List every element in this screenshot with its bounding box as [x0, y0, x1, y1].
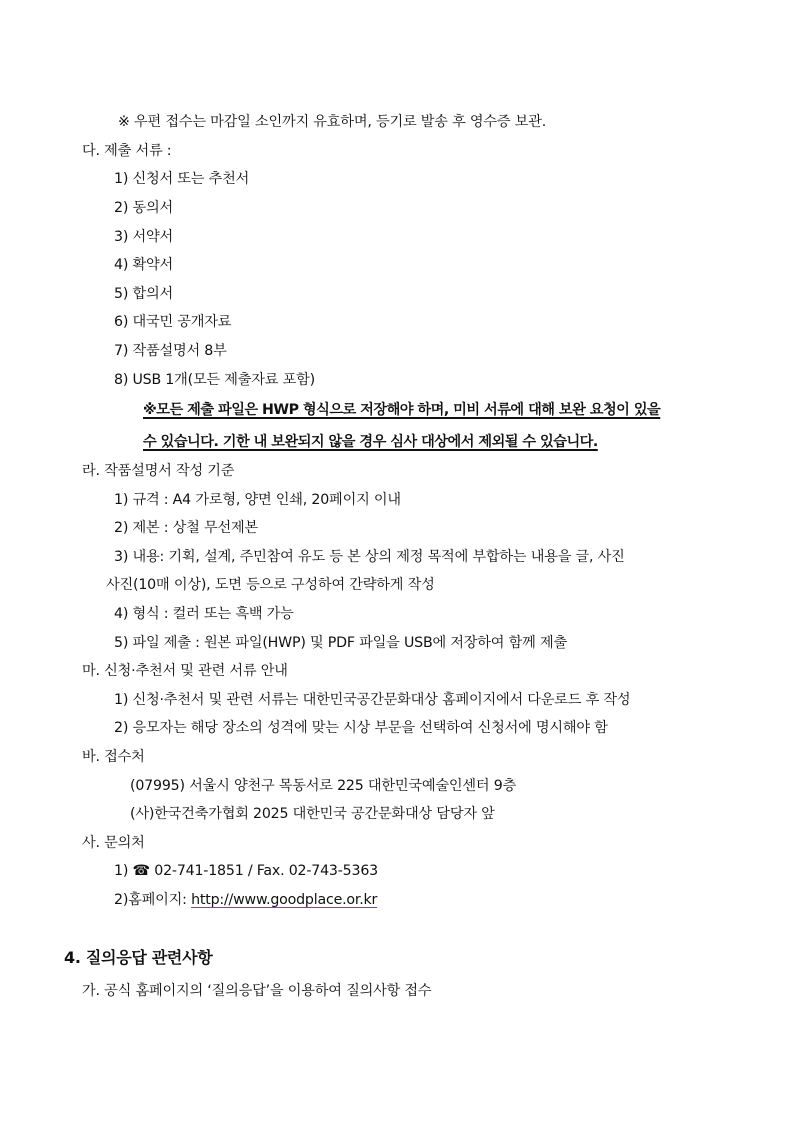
- criteria-item-2: 2) 제본 : 상철 무선제본: [114, 520, 259, 536]
- submit-item-6: 6) 대국민 공개자료: [114, 314, 232, 330]
- criteria-item-5: 5) 파일 제출 : 원본 파일(HWP) 및 PDF 파일을 USB에 저장하여 함께 제출: [114, 635, 567, 651]
- homepage-label: 2)홈페이지:: [114, 892, 192, 908]
- submit-item-1: 1) 신청서 또는 추천서: [114, 171, 250, 187]
- guide-title: 마. 신청·추천서 및 관련 서류 안내: [82, 663, 288, 679]
- office-recipient: (사)한국건축가협회 2025 대한민국 공간문화대상 담당자 앞: [130, 806, 495, 822]
- guide-item-1: 1) 신청·추천서 및 관련 서류는 대한민국공간문화대상 홈페이지에서 다운로드 후 작성: [114, 692, 631, 708]
- submit-item-4: 4) 확약서: [114, 257, 173, 273]
- submit-item-8: 8) USB 1개(모든 제출자료 포함): [114, 372, 315, 388]
- submit-item-2: 2) 동의서: [114, 200, 173, 216]
- submit-item-3: 3) 서약서: [114, 229, 173, 245]
- contact-phone: 1) ☎ 02-741-1851 / Fax. 02-743-5363: [114, 863, 378, 879]
- section-4-item-1: 가. 공식 홈페이지의 ‘질의응답’을 이용하여 질의사항 접수: [82, 983, 432, 999]
- criteria-item-3: 3) 내용: 기획, 설계, 주민참여 유도 등 본 상의 제정 목적에 부합하는 내용을 글, 사진: [114, 549, 625, 565]
- criteria-title: 라. 작품설명서 작성 기준: [82, 463, 235, 479]
- contact-homepage: [114, 890, 377, 910]
- hwp-notice-line-2: 수 있습니다. 기한 내 보완되지 않을 경우 심사 대상에서 제외될 수 있습니다.: [143, 434, 598, 450]
- postal-note: ※ 우편 접수는 마감일 소인까지 유효하며, 등기로 발송 후 영수증 보관.: [118, 114, 547, 130]
- criteria-item-4: 4) 형식 : 컬러 또는 흑백 가능: [114, 606, 294, 622]
- office-address: (07995) 서울시 양천구 목동서로 225 대한민국예술인센터 9층: [130, 778, 517, 794]
- office-title: 바. 접수처: [82, 749, 145, 765]
- hwp-notice-line-1: ※모든 제출 파일은 HWP 형식으로 저장해야 하며, 미비 서류에 대해 보완 요청이 있을: [143, 402, 661, 418]
- contact-title: 사. 문의처: [82, 835, 145, 851]
- criteria-item-1: 1) 규격 : A4 가로형, 양면 인쇄, 20페이지 이내: [114, 492, 401, 508]
- section-4-heading: 4. 질의응답 관련사항: [64, 948, 213, 967]
- criteria-item-3-cont: 사진(10매 이상), 도면 등으로 구성하여 간략하게 작성: [106, 577, 435, 593]
- submit-docs-title: 다. 제출 서류 :: [82, 143, 172, 159]
- submit-item-5: 5) 합의서: [114, 286, 173, 302]
- submit-item-7: 7) 작품설명서 8부: [114, 343, 227, 359]
- homepage-link[interactable]: http://www.goodplace.or.kr: [191, 892, 378, 908]
- guide-item-2: 2) 응모자는 해당 장소의 성격에 맞는 시상 부문을 선택하여 신청서에 명시해야 함: [114, 720, 608, 736]
